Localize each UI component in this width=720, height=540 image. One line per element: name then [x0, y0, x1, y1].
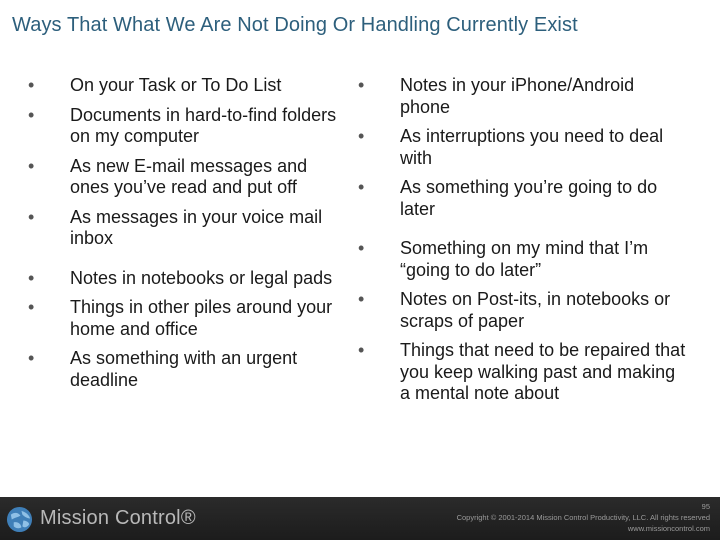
list-item-text: As something you’re going to do later: [400, 177, 658, 219]
list-item: [28, 348, 344, 391]
list-item-text: On your Task or To Do List: [70, 75, 282, 95]
bullet-icon: •: [28, 155, 35, 176]
page-number: 95: [701, 502, 710, 511]
bullet-icon: •: [28, 297, 35, 317]
list-item-text: Documents in hard-to-find folders on my computer: [70, 104, 337, 146]
list-item-text: Things in other piles around your home and office: [70, 297, 333, 339]
bullet-icon: •: [28, 75, 35, 95]
website-text: www.missioncontrol.com: [627, 524, 710, 533]
list-item-text: Notes on Post-its, in notebooks or scraps of paper: [400, 289, 671, 331]
list-item-text: As something with an urgent deadline: [70, 348, 298, 390]
list-item: [28, 297, 344, 340]
bullet-icon: •: [358, 289, 365, 309]
list-item-text: As interruptions you need to deal with: [400, 126, 664, 168]
bullet-icon: •: [28, 206, 35, 227]
globe-icon: [6, 506, 33, 533]
list-item: [358, 340, 688, 405]
list-item: [358, 126, 688, 169]
list-item: [358, 238, 688, 281]
list-item-text: Notes in your iPhone/Android phone: [400, 75, 635, 117]
left-bullet-list: [28, 75, 344, 399]
list-item: [358, 75, 688, 118]
bullet-icon: •: [28, 267, 35, 288]
bullet-icon: •: [28, 348, 35, 368]
list-item: [358, 289, 688, 332]
list-item: [28, 268, 344, 290]
list-item: [28, 75, 344, 97]
list-item: [358, 177, 688, 220]
slide-title: Ways That What We Are Not Doing Or Handling Currently Exist: [12, 14, 578, 36]
bullet-icon: •: [358, 177, 365, 197]
bullet-icon: •: [28, 104, 35, 125]
list-item: [28, 105, 344, 148]
list-item-text: As new E-mail messages and ones you’ve read and put off: [70, 155, 308, 197]
bullet-icon: •: [358, 75, 365, 95]
list-item-text: Something on my mind that I’m “going to do later”: [400, 238, 649, 280]
bullet-icon: •: [358, 238, 365, 258]
right-bullet-list: [358, 75, 688, 413]
list-item: [28, 156, 344, 199]
footer-info: [457, 501, 710, 534]
list-item: [28, 207, 344, 250]
bullet-icon: •: [358, 126, 365, 146]
slide-footer: [0, 497, 720, 540]
list-item-text: Things that need to be repaired that you keep walking past and making a mental note about: [400, 340, 686, 403]
bullet-icon: •: [358, 340, 365, 360]
logo-text: Mission Control®: [40, 507, 196, 529]
list-item-text: Notes in notebooks or legal pads: [70, 267, 333, 288]
list-item-text: As messages in your voice mail inbox: [70, 206, 323, 248]
copyright-text: Copyright © 2001-2014 Mission Control Productivity, LLC. All rights reserved: [456, 513, 710, 522]
